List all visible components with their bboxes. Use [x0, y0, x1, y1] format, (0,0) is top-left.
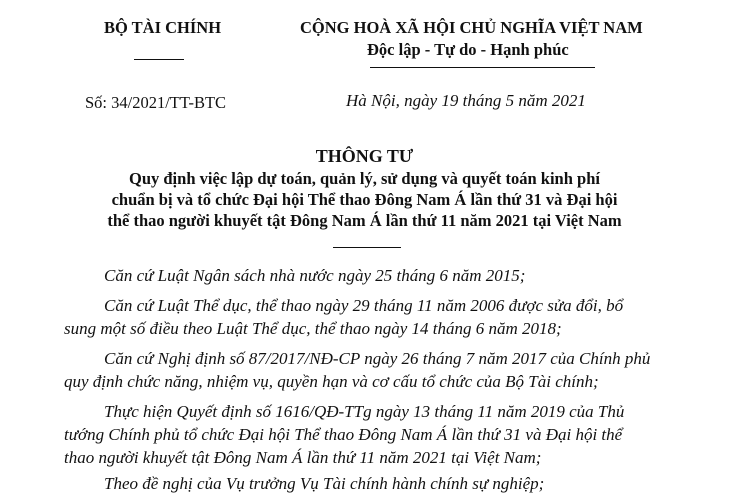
preamble-decree-cont: quy định chức năng, nhiệm vụ, quyền hạn và cơ cấu tổ chức của Bộ Tài chính; [64, 372, 599, 391]
place-and-date: Hà Nội, ngày 19 tháng 5 năm 2021 [346, 91, 586, 110]
document-title-line: Quy định việc lập dự toán, quản lý, sử dụng và quyết toán kinh phí [129, 169, 600, 188]
preamble-decree: Căn cứ Nghị định số 87/2017/NĐ-CP ngày 26 tháng 7 năm 2017 của Chính phủ [104, 349, 651, 368]
preamble-sports-law-cont: sung một số điều theo Luật Thể dục, thể thao ngày 14 tháng 6 năm 2018; [64, 319, 562, 338]
preamble-decision: Thực hiện Quyết định số 1616/QĐ-TTg ngày 13 tháng 11 năm 2019 của Thủ [104, 402, 625, 421]
ministry-name: BỘ TÀI CHÍNH [104, 18, 222, 37]
document-title-line: chuẩn bị và tổ chức Đại hội Thể thao Đông Nam Á lần thứ 31 và Đại hội [111, 190, 618, 209]
title-divider [333, 247, 401, 248]
document-title-line: thể thao người khuyết tật Đông Nam Á lần thứ 11 năm 2021 tại Việt Nam [107, 211, 622, 230]
country-name: CỘNG HOÀ XÃ HỘI CHỦ NGHĨA VIỆT NAM [300, 18, 643, 37]
preamble-budget-law: Căn cứ Luật Ngân sách nhà nước ngày 25 tháng 6 năm 2015; [104, 266, 526, 285]
preamble-proposal: Theo đề nghị của Vụ trưởng Vụ Tài chính hành chính sự nghiệp; [104, 474, 545, 493]
preamble-decision-cont: tướng Chính phủ tổ chức Đại hội Thể thao Đông Nam Á lần thứ 31 và Đại hội thể [64, 425, 623, 444]
preamble-sports-law: Căn cứ Luật Thể dục, thể thao ngày 29 tháng 11 năm 2006 được sửa đổi, bổ [104, 296, 624, 315]
motto-underline [370, 67, 595, 68]
national-motto: Độc lập - Tự do - Hạnh phúc [367, 40, 569, 59]
document-type: THÔNG TƯ [315, 146, 414, 166]
ministry-underline [134, 59, 184, 60]
document-number: Số: 34/2021/TT-BTC [85, 93, 227, 112]
preamble-decision-cont: thao người khuyết tật Đông Nam Á lần thứ 11 năm 2021 tại Việt Nam; [64, 448, 542, 467]
